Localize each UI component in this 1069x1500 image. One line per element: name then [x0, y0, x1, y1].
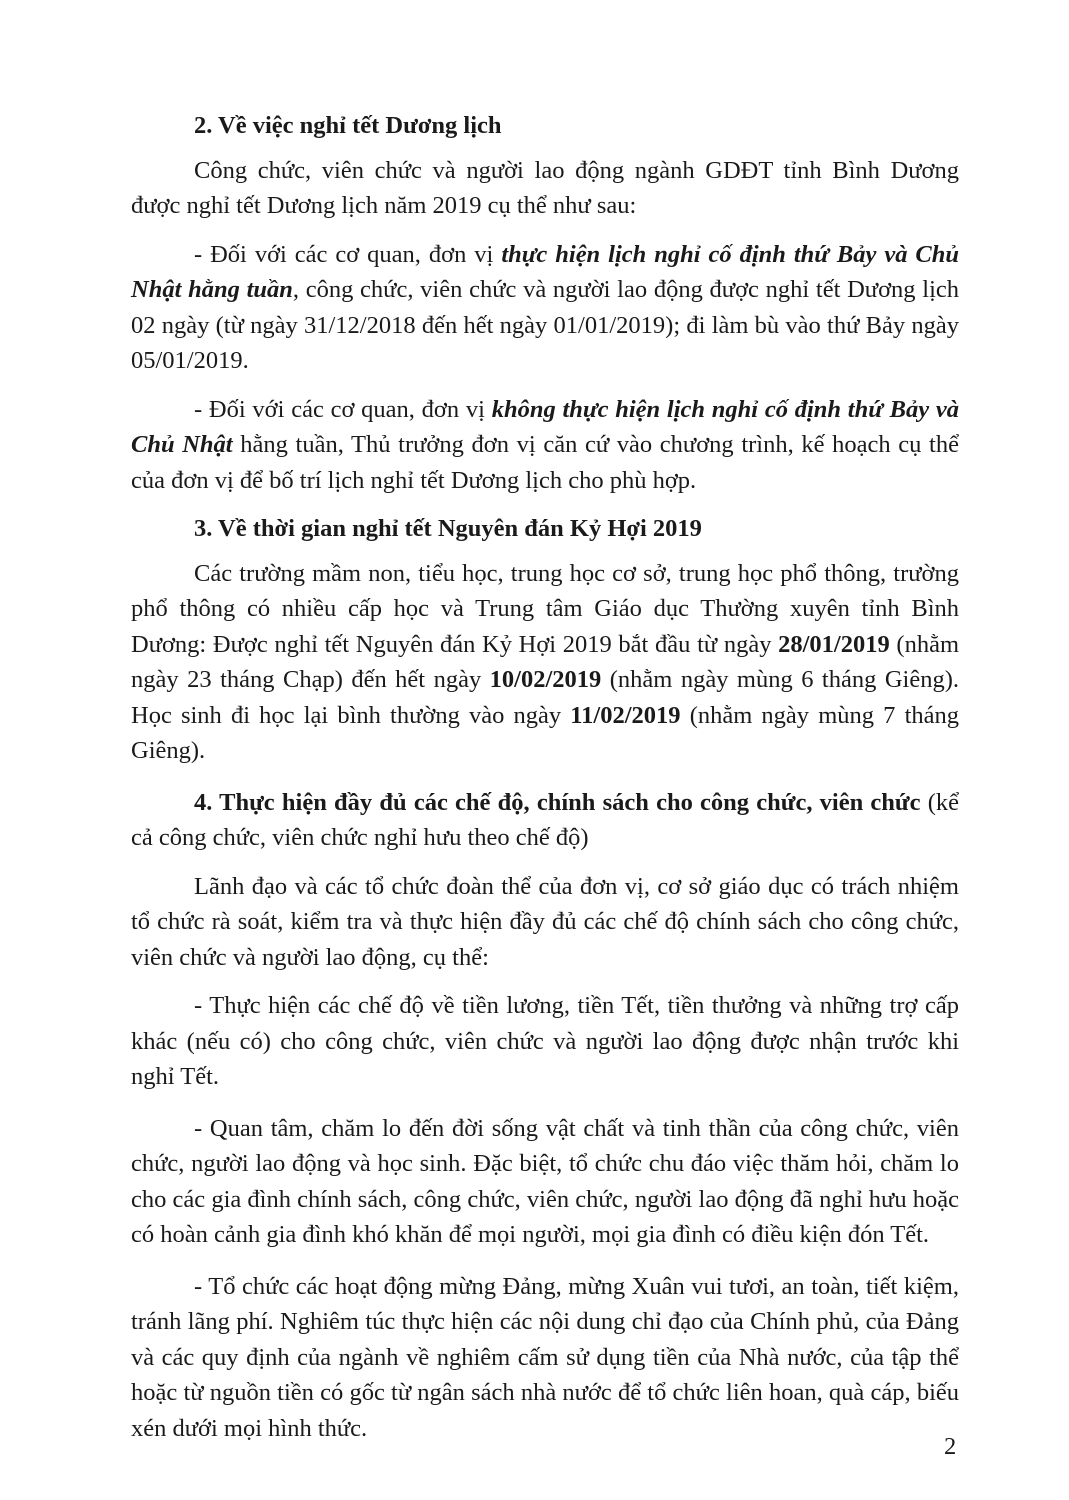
section-2-bullet-2 — [131, 392, 959, 499]
bullet-text: - Đối với các cơ quan, đơn vị — [194, 395, 492, 423]
bullet-text: hằng tuần, Thủ trưởng đơn vị căn cứ vào chương trình, kế hoạch cụ thể của đơn vị để bố trí lịch nghỉ tết Dương lịch cho phù hợp. — [131, 431, 959, 494]
section-2-intro: Công chức, viên chức và người lao động ngành GDĐT tỉnh Bình Dương được nghỉ tết Dương lịch năm 2019 cụ thể như sau: — [131, 156, 959, 219]
emphasis-text: không thực hiện lịch nghỉ cố định thứ Bảy và Chủ Nhật — [131, 395, 959, 458]
section-3-paragraph — [131, 556, 959, 769]
date-end: 10/02/2019 — [489, 666, 602, 693]
section-4-bullet-2: - Quan tâm, chăm lo đến đời sống vật chất và tinh thần của công chức, viên chức, người lao động và học sinh. Đặc biệt, tổ chức chu đáo việc thăm hỏi, chăm lo cho các gia đình chính sách, công chức, viên chức, người lao động đã nghỉ hưu hoặc có hoàn cảnh gia đình khó khăn để mọi người, mọi gia đình có điều kiện đón Tết. — [131, 1114, 959, 1248]
paragraph-text: (nhằm ngày mùng 7 tháng Giêng). — [131, 701, 959, 764]
section-4-heading-rest: (kể cả công chức, viên chức nghỉ hưu theo chế độ) — [131, 788, 959, 851]
paragraph-text: Các trường mầm non, tiểu học, trung học cơ sở, trung học phổ thông, trường phổ thông có nhiều cấp học và Trung tâm Giáo dục Thường xuyên tỉnh Bình Dương: Được nghỉ tết Nguyên đán Kỷ Hợi 2019 bắt đầu từ ngày — [131, 559, 959, 658]
section-2-heading: 2. Về việc nghỉ tết Dương lịch — [194, 112, 502, 139]
section-4-bullet-3: - Tổ chức các hoạt động mừng Đảng, mừng Xuân vui tươi, an toàn, tiết kiệm, tránh lãng phí. Nghiêm túc thực hiện các nội dung chỉ đạo của Chính phủ, của Đảng và các quy định của ngành về nghiêm cấm sử dụng tiền của Nhà nước, của tập thể hoặc từ nguồn tiền có gốc từ ngân sách nhà nước để tổ chức liên hoan, quà cáp, biếu xén dưới mọi hình thức. — [131, 1272, 959, 1442]
section-4-bullet-1: - Thực hiện các chế độ về tiền lương, tiền Tết, tiền thưởng và những trợ cấp khác (nếu có) cho công chức, viên chức và người lao động được nhận trước khi nghỉ Tết. — [131, 992, 959, 1090]
section-4-heading-bold: 4. Thực hiện đầy đủ các chế độ, chính sách cho công chức, viên chức — [194, 788, 921, 816]
section-2-bullet-1 — [131, 237, 959, 379]
paragraph-text: (nhằm ngày 23 tháng Chạp) đến hết ngày — [131, 630, 960, 693]
date-return: 11/02/2019 — [570, 701, 681, 729]
bullet-text: - Đối với các cơ quan, đơn vị — [194, 240, 502, 268]
document-body — [131, 108, 959, 1446]
bullet-text: , công chức, viên chức và người lao động được nghỉ tết Dương lịch 02 ngày (từ ngày 31/12/2018 đến hết ngày 01/01/2019); đi làm bù vào thứ Bảy ngày 05/01/2019. — [131, 276, 959, 374]
section-3-heading: 3. Về thời gian nghỉ tết Nguyên đán Kỷ Hợi 2019 — [194, 515, 702, 542]
date-start: 28/01/2019 — [778, 630, 890, 658]
emphasis-text: thực hiện lịch nghỉ cố định thứ Bảy và Chủ Nhật hằng tuần — [131, 240, 959, 303]
section-4-heading — [131, 785, 959, 856]
page-number: 2 — [944, 1433, 957, 1460]
section-4-intro: Lãnh đạo và các tổ chức đoàn thể của đơn vị, cơ sở giáo dục có trách nhiệm tổ chức rà soát, kiểm tra và thực hiện đầy đủ các chế độ chính sách cho công chức, viên chức và người lao động, cụ thể: — [131, 872, 959, 971]
paragraph-text: (nhằm ngày mùng 6 tháng Giêng). Học sinh đi học lại bình thường vào ngày — [131, 666, 959, 729]
